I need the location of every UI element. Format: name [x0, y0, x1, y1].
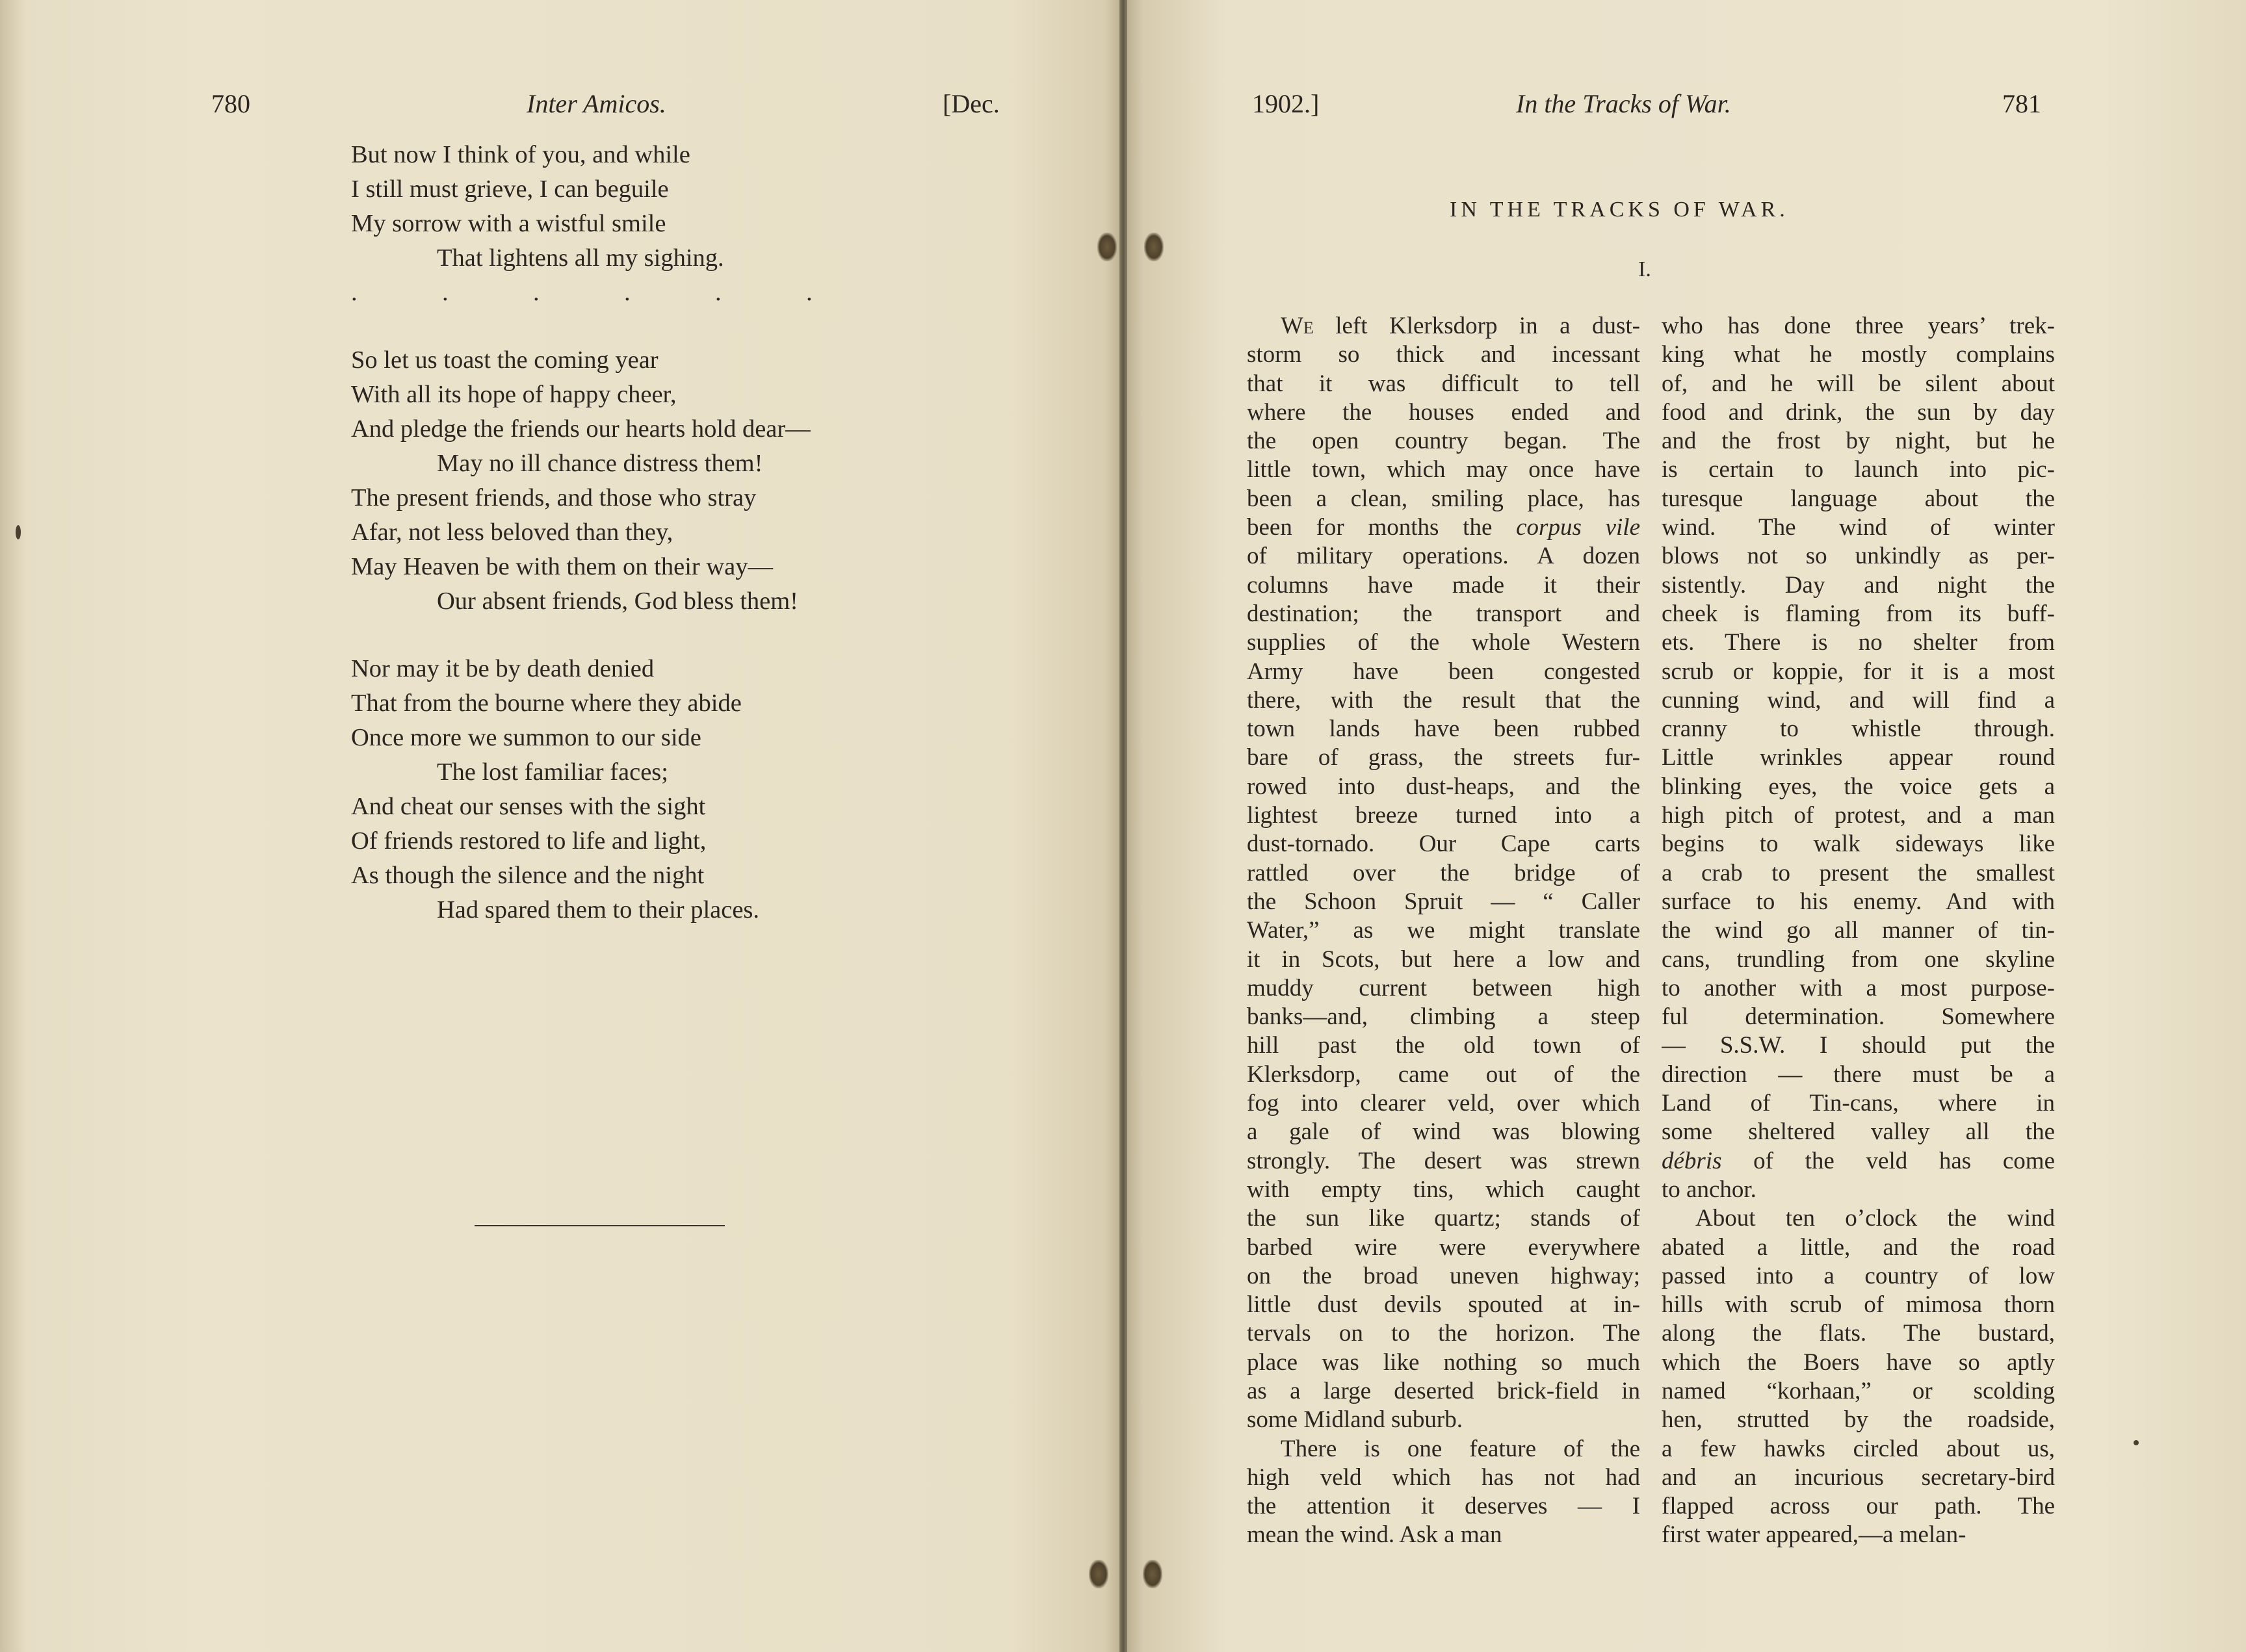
- text-line: place was like nothing so much: [1247, 1349, 1640, 1376]
- text-line: along the flats. The bustard,: [1662, 1320, 2055, 1347]
- article-title: IN THE TRACKS OF WAR.: [1450, 198, 1789, 222]
- text-line: hen, strutted by the roadside,: [1662, 1406, 2055, 1434]
- ellipsis-dot: .: [442, 279, 449, 306]
- text-line: wind. The wind of winter: [1662, 514, 2055, 541]
- poem: [351, 138, 1001, 927]
- text-line: which the Boers have so aptly: [1662, 1349, 2055, 1376]
- left-page-number: 780: [211, 89, 250, 118]
- poem-line: And cheat our senses with the sight: [351, 793, 706, 820]
- text-line: abated a little, and the road: [1662, 1233, 2055, 1261]
- text-line: blinking eyes, the voice gets a: [1662, 773, 2055, 800]
- poem-line: Our absent friends, God bless them!: [437, 587, 798, 615]
- text-line: is certain to launch into pic-: [1662, 456, 2055, 484]
- paper-speck: [2134, 1440, 2139, 1445]
- text-line: it in Scots, but here a low and: [1247, 946, 1640, 973]
- text-line: the open country began. The: [1247, 428, 1640, 455]
- text-line: strongly. The desert was strewn: [1247, 1147, 1640, 1174]
- text-line: supplies of the whole Western: [1247, 629, 1640, 656]
- binding-clip-mark: [1143, 1560, 1162, 1588]
- text-line: high veld which has not had: [1247, 1464, 1640, 1491]
- text-line: lightest breeze turned into a: [1247, 802, 1640, 829]
- poem-line: I still must grieve, I can beguile: [351, 175, 669, 203]
- text-line: on the broad uneven highway;: [1247, 1262, 1640, 1289]
- text-line: been a clean, smiling place, has: [1247, 485, 1640, 512]
- poem-line: The lost familiar faces;: [437, 758, 668, 786]
- text-line: ful determination. Somewhere: [1662, 1003, 2055, 1031]
- text-line: town lands have been rubbed: [1247, 716, 1640, 743]
- text-column-1: [1247, 312, 1640, 1550]
- ellipsis-dot: .: [806, 279, 813, 306]
- poem-line: Nor may it be by death denied: [351, 655, 655, 682]
- text-line: bare of grass, the streets fur-: [1247, 744, 1640, 771]
- text-line: rowed into dust-heaps, and the: [1247, 773, 1640, 800]
- text-line: begins to walk sideways like: [1662, 831, 2055, 858]
- right-running-title: In the Tracks of War.: [1516, 89, 1731, 118]
- text-line: cranny to whistle through.: [1662, 716, 2055, 743]
- text-line: columns have made it their: [1247, 571, 1640, 599]
- poem-line: Once more we summon to our side: [351, 724, 701, 751]
- poem-line: That from the bourne where they abide: [351, 690, 742, 717]
- text-line: of military operations. A dozen: [1247, 543, 1640, 570]
- poem-line: And pledge the friends our hearts hold dear—: [351, 415, 811, 443]
- text-line: cunning wind, and will find a: [1662, 686, 2055, 714]
- text-line: cheek is flaming from its buff-: [1662, 600, 2055, 627]
- text-line: destination; the transport and: [1247, 600, 1640, 627]
- text-line: a few hawks circled about us,: [1662, 1435, 2055, 1462]
- text-line: rattled over the bridge of: [1247, 859, 1640, 886]
- poem-line: Afar, not less beloved than they,: [351, 519, 673, 546]
- text-line: hill past the old town of: [1247, 1032, 1640, 1059]
- left-running-title: Inter Amicos.: [527, 89, 666, 118]
- text-line: sistently. Day and night the: [1662, 571, 2055, 599]
- text-line: first water appeared,—a melan-: [1662, 1521, 1966, 1549]
- text-line: where the houses ended and: [1247, 398, 1640, 426]
- text-line: as a large deserted brick-field in: [1247, 1377, 1640, 1404]
- poem-line: So let us toast the coming year: [351, 346, 659, 374]
- binding-clip-mark: [1144, 233, 1164, 261]
- poem-line: My sorrow with a wistful smile: [351, 210, 666, 237]
- text-line: ets. There is no shelter from: [1662, 629, 2055, 656]
- text-line: and the frost by night, but he: [1662, 428, 2055, 455]
- text-line: to another with a most purpose-: [1662, 974, 2055, 1001]
- text-line: named “korhaan,” or scolding: [1662, 1377, 2055, 1404]
- poem-line: With all its hope of happy cheer,: [351, 381, 677, 408]
- text-line: blows not so unkindly as per-: [1662, 543, 2055, 570]
- end-rule: [475, 1225, 725, 1226]
- poem-line: The present friends, and those who stray: [351, 484, 757, 511]
- ellipsis-dot: .: [715, 279, 722, 306]
- poem-line: Had spared them to their places.: [437, 896, 760, 923]
- left-running-date: [Dec.: [943, 89, 1000, 118]
- text-line: a gale of wind was blowing: [1247, 1118, 1640, 1146]
- text-line: We left Klerksdorp in a dust-: [1281, 313, 1640, 339]
- poem-line: That lightens all my sighing.: [437, 244, 724, 272]
- right-running-date: 1902.]: [1252, 89, 1320, 118]
- text-line: there, with the result that the: [1247, 686, 1640, 714]
- text-line: who has done three years’ trek-: [1662, 313, 2055, 339]
- text-line: dust-tornado. Our Cape carts: [1247, 831, 1640, 858]
- text-line: that it was difficult to tell: [1247, 370, 1640, 397]
- text-line: débris of the veld has come: [1662, 1147, 2055, 1174]
- text-line: cans, trundling from one skyline: [1662, 946, 2055, 973]
- poem-line: May Heaven be with them on their way—: [351, 553, 773, 580]
- text-line: the attention it deserves — I: [1247, 1493, 1640, 1520]
- text-line: surface to his enemy. And with: [1662, 888, 2055, 915]
- paper-speck: [16, 525, 21, 539]
- text-line: scrub or koppie, for it is a most: [1662, 658, 2055, 685]
- binding-clip-mark: [1089, 1560, 1108, 1588]
- text-line: tervals on to the horizon. The: [1247, 1320, 1640, 1347]
- text-line: Little wrinkles appear round: [1662, 744, 2055, 771]
- right-page-number: 781: [2002, 89, 2041, 118]
- poem-line: Of friends restored to life and light,: [351, 827, 707, 855]
- text-line: passed into a country of low: [1662, 1262, 2055, 1289]
- poem-line: As though the silence and the night: [351, 862, 705, 889]
- stanza-3: [351, 652, 1001, 927]
- text-line: some sheltered valley all the: [1662, 1118, 2055, 1146]
- text-line: little town, which may once have: [1247, 456, 1640, 484]
- ellipsis-dot: .: [624, 279, 631, 306]
- text-line: hills with scrub of mimosa thorn: [1662, 1291, 2055, 1319]
- text-line: storm so thick and incessant: [1247, 341, 1640, 368]
- text-line: a crab to present the smallest: [1662, 859, 2055, 886]
- text-line: fog into clearer veld, over which: [1247, 1090, 1640, 1117]
- poem-line: But now I think of you, and while: [351, 141, 690, 168]
- section-number: I.: [1638, 257, 1651, 281]
- text-line: some Midland suburb.: [1247, 1406, 1463, 1434]
- text-line: with empty tins, which caught: [1247, 1176, 1640, 1203]
- text-line: little dust devils spouted at in-: [1247, 1291, 1640, 1319]
- text-line: of, and he will be silent about: [1662, 370, 2055, 397]
- book-gutter: [1119, 0, 1127, 1652]
- text-line: About ten o’clock the wind: [1695, 1205, 2055, 1232]
- text-line: and an incurious secretary-bird: [1662, 1464, 2055, 1491]
- ellipsis-dot: .: [351, 279, 358, 306]
- text-line: direction — there must be a: [1662, 1061, 2055, 1088]
- text-line: Water,” as we might translate: [1247, 917, 1640, 944]
- text-line: high pitch of protest, and a man: [1662, 802, 2055, 829]
- poem-line: May no ill chance distress them!: [437, 450, 763, 477]
- text-line: banks—and, climbing a steep: [1247, 1003, 1640, 1031]
- text-line: been for months the corpus vile: [1247, 514, 1640, 541]
- stanza-2: [351, 343, 1001, 619]
- text-line: turesque language about the: [1662, 485, 2055, 512]
- text-line: the Schoon Spruit — “ Caller: [1247, 888, 1640, 915]
- text-line: king what he mostly complains: [1662, 341, 2055, 368]
- text-line: the sun like quartz; stands of: [1247, 1205, 1640, 1232]
- text-line: the wind go all manner of tin-: [1662, 917, 2055, 944]
- binding-clip-mark: [1097, 233, 1117, 261]
- text-column-2: [1662, 312, 2055, 1550]
- text-line: Land of Tin-cans, where in: [1662, 1090, 2055, 1117]
- text-line: mean the wind. Ask a man: [1247, 1521, 1502, 1549]
- ellipsis-row: [351, 276, 1001, 310]
- stanza-1: [351, 138, 1001, 276]
- text-line: Army have been congested: [1247, 658, 1640, 685]
- text-line: food and drink, the sun by day: [1662, 398, 2055, 426]
- text-line: flapped across our path. The: [1662, 1493, 2055, 1520]
- text-line: — S.S.W. I should put the: [1662, 1032, 2055, 1059]
- text-line: Klerksdorp, came out of the: [1247, 1061, 1640, 1088]
- text-line: muddy current between high: [1247, 974, 1640, 1001]
- text-line: There is one feature of the: [1281, 1435, 1640, 1462]
- text-line: to anchor.: [1662, 1176, 1756, 1203]
- text-line: barbed wire were everywhere: [1247, 1233, 1640, 1261]
- ellipsis-dot: .: [533, 279, 540, 306]
